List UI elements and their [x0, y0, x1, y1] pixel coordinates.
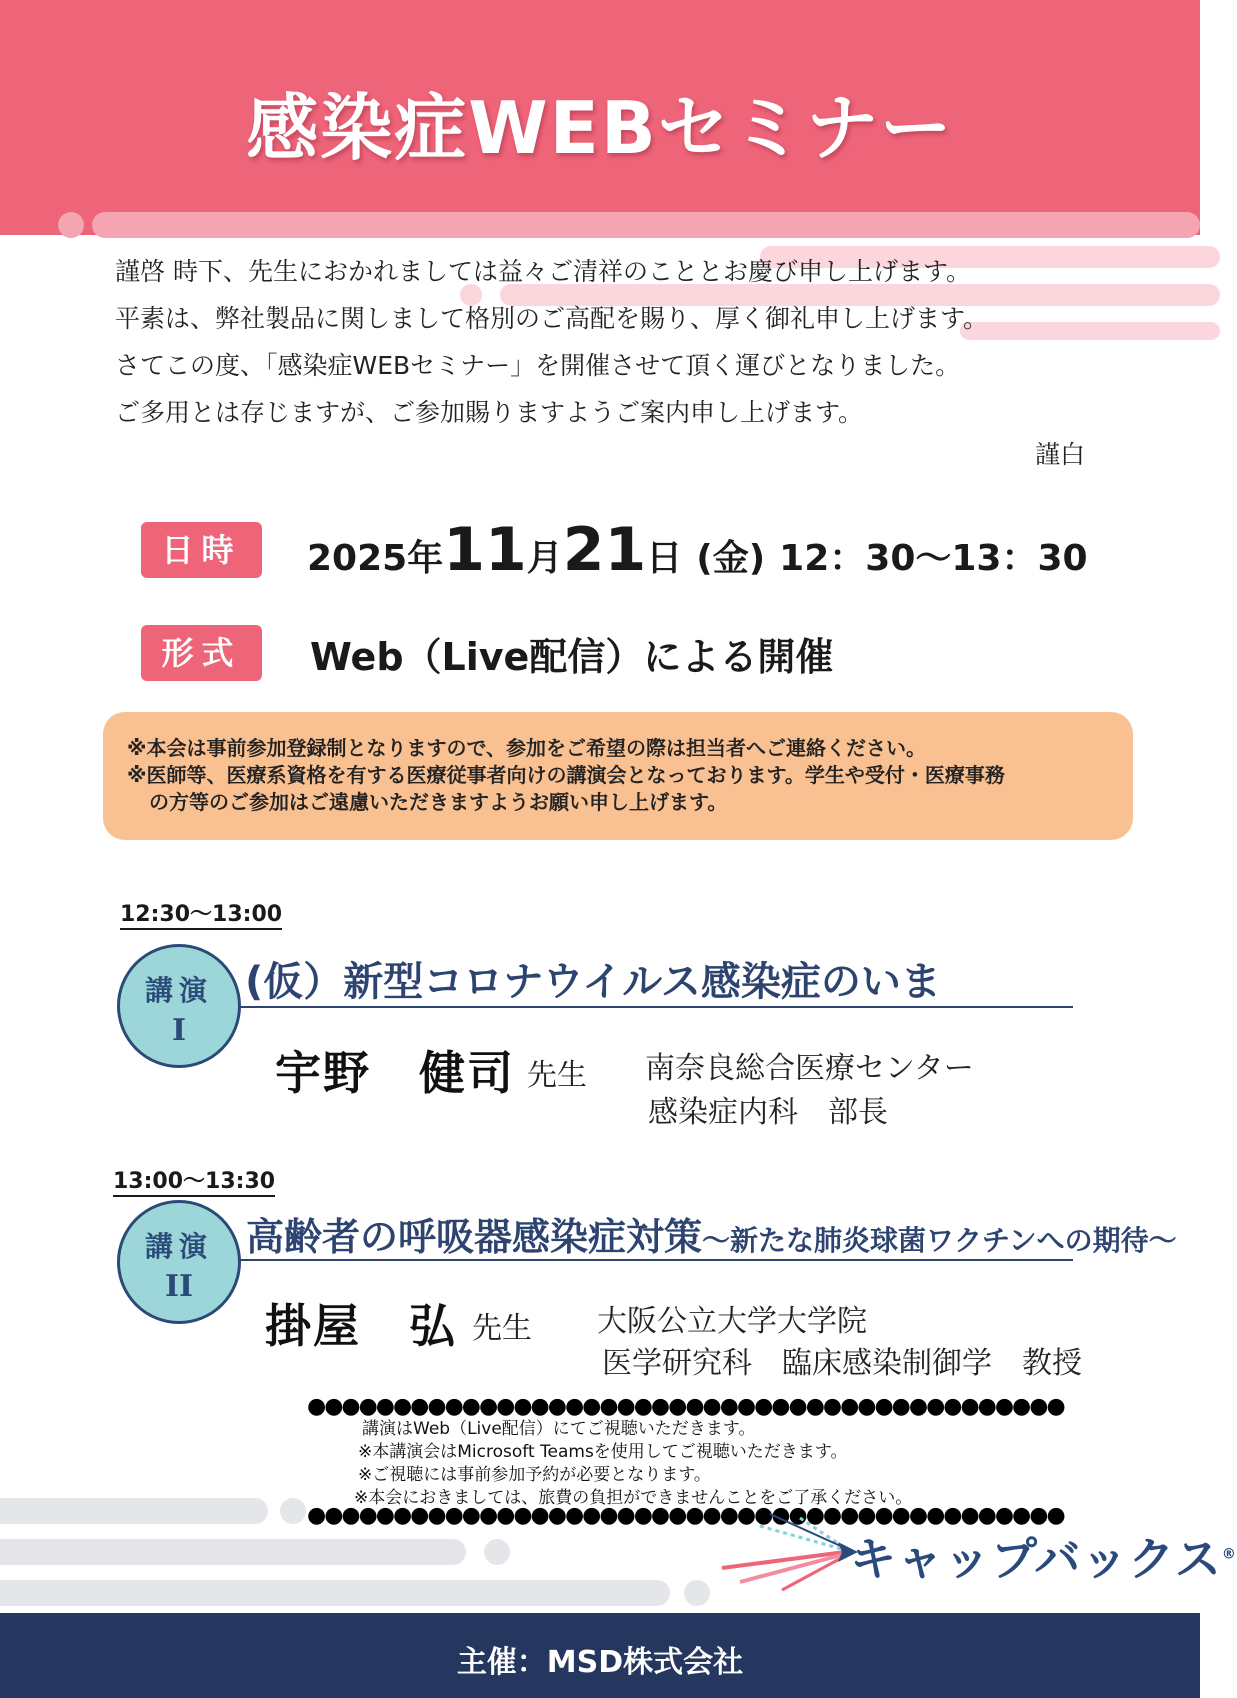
lecture-2-title: 高齢者の呼吸器感染症対策: [246, 1215, 703, 1259]
notice-line: の方等のご参加はご遠慮いただきますようお願い申し上げます。: [149, 790, 728, 814]
format-tag: 形式: [141, 625, 262, 681]
viewing-note: ※本講演会はMicrosoft Teamsを使用してご視聴いただきます。: [358, 1442, 848, 1462]
product-logo: [720, 1510, 1237, 1600]
date-month-unit: 月: [526, 538, 563, 579]
greeting-text: [115, 248, 1115, 436]
lecture-1-time: 12:30～13:00: [120, 902, 282, 930]
dotted-divider: ●●●●●●●●●●●●●●●●●●●●●●●●●●●●●●●●●●●●●●●●●●●●: [307, 1394, 1064, 1419]
lecture-1-position: 感染症内科 部長: [648, 1095, 888, 1130]
header-banner: [0, 0, 1200, 235]
date-day-unit: 日: [646, 538, 683, 579]
lecture-1-badge: [117, 944, 241, 1068]
decorative-stripe: [92, 212, 1200, 238]
logo-wordmark: キャップバックス: [850, 1532, 1222, 1586]
lecture-2-speaker: 掛屋 弘: [265, 1299, 457, 1353]
notice-line: ※本会は事前参加登録制となりますので、参加をご希望の際は担当者へご連絡ください。: [127, 736, 927, 760]
page-title: 感染症WEBセミナー: [246, 86, 954, 170]
lecture-2-subtitle: ～新たな肺炎球菌ワクチンへの期待～: [702, 1224, 1177, 1257]
event-format: Web（Live配信）による開催: [310, 635, 834, 679]
organizer-text: 主催：MSD株式会社: [456, 1645, 744, 1680]
date-tag: 日時: [141, 522, 262, 578]
lecture-numeral: I: [171, 1013, 187, 1048]
decorative-dot: [684, 1580, 710, 1606]
footer-bar: [0, 1613, 1200, 1698]
lecture-2-underline: [238, 1259, 1073, 1261]
registered-mark: ®: [1221, 1546, 1237, 1563]
lecture-2-position: 医学研究科 臨床感染制御学 教授: [602, 1346, 1082, 1381]
lecture-2-time: 13:00～13:30: [113, 1169, 275, 1197]
lecture-numeral: II: [164, 1269, 194, 1304]
lecture-1-title: (仮）新型コロナウイルス感染症のいま: [245, 959, 941, 1005]
greeting-line: さてこの度、「感染症WEBセミナー」を開催させて頂く運びとなりました。: [115, 351, 961, 380]
lecture-1-affiliation: 南奈良総合医療センター: [645, 1051, 974, 1086]
greeting-closing: 謹白: [1034, 440, 1085, 469]
event-time: 12：30～13：30: [779, 538, 1088, 579]
greeting-line: 平素は、弊社製品に関しまして格別のご高配を賜り、厚く御礼申し上げます。: [115, 304, 989, 333]
greeting-line: 謹啓 時下、先生におかれましては益々ご清祥のこととお慶び申し上げます。: [115, 257, 971, 286]
lecture-1-underline: [238, 1006, 1073, 1008]
lecture-1-speaker: 宇野 健司: [275, 1046, 515, 1100]
decorative-dot: [484, 1539, 510, 1565]
viewing-note: ※本会におきましては、旅費の負担ができませんことをご了承ください。: [354, 1488, 913, 1508]
date-month: 11: [443, 515, 527, 585]
decorative-dot: [280, 1498, 306, 1524]
decorative-stripe: [0, 1498, 268, 1524]
lecture-2-affiliation: 大阪公立大学大学院: [597, 1304, 867, 1339]
viewing-note: 講演はWeb（Live配信）にてご視聴いただきます。: [362, 1419, 756, 1439]
lecture-2-title-line: [246, 1206, 1177, 1261]
event-datetime: [307, 515, 1088, 585]
decorative-stripe: [0, 1580, 670, 1606]
logo-text: [850, 1523, 1237, 1589]
lecture-label: 講演: [144, 974, 213, 1007]
date-weekday: (金): [696, 538, 766, 579]
notice-box: [103, 712, 1133, 840]
dotted-divider: ●●●●●●●●●●●●●●●●●●●●●●●●●●●●●●●●●●●●●●●●●●●●: [307, 1503, 1064, 1528]
viewing-note: ※ご視聴には事前参加予約が必要となります。: [358, 1465, 711, 1485]
date-day: 21: [562, 515, 647, 585]
greeting-line: ご多用とは存じますが、ご参加賜りますようご案内申し上げます。: [115, 398, 864, 427]
viewing-notes: [354, 1418, 913, 1510]
decorative-dot: [58, 212, 84, 238]
lecture-label: 講演: [144, 1230, 213, 1263]
lecture-2-badge: [117, 1200, 241, 1324]
lecture-2-honorific: 先生: [472, 1311, 532, 1346]
notice-line: ※医師等、医療系資格を有する医療従事者向けの講演会となっております。学生や受付・医療事務: [127, 763, 1005, 787]
logo-arrows-icon: [720, 1510, 860, 1600]
decorative-stripe: [0, 1539, 466, 1565]
date-year: 2025: [307, 538, 408, 579]
date-year-unit: 年: [407, 538, 444, 579]
lecture-1-honorific: 先生: [527, 1058, 587, 1093]
